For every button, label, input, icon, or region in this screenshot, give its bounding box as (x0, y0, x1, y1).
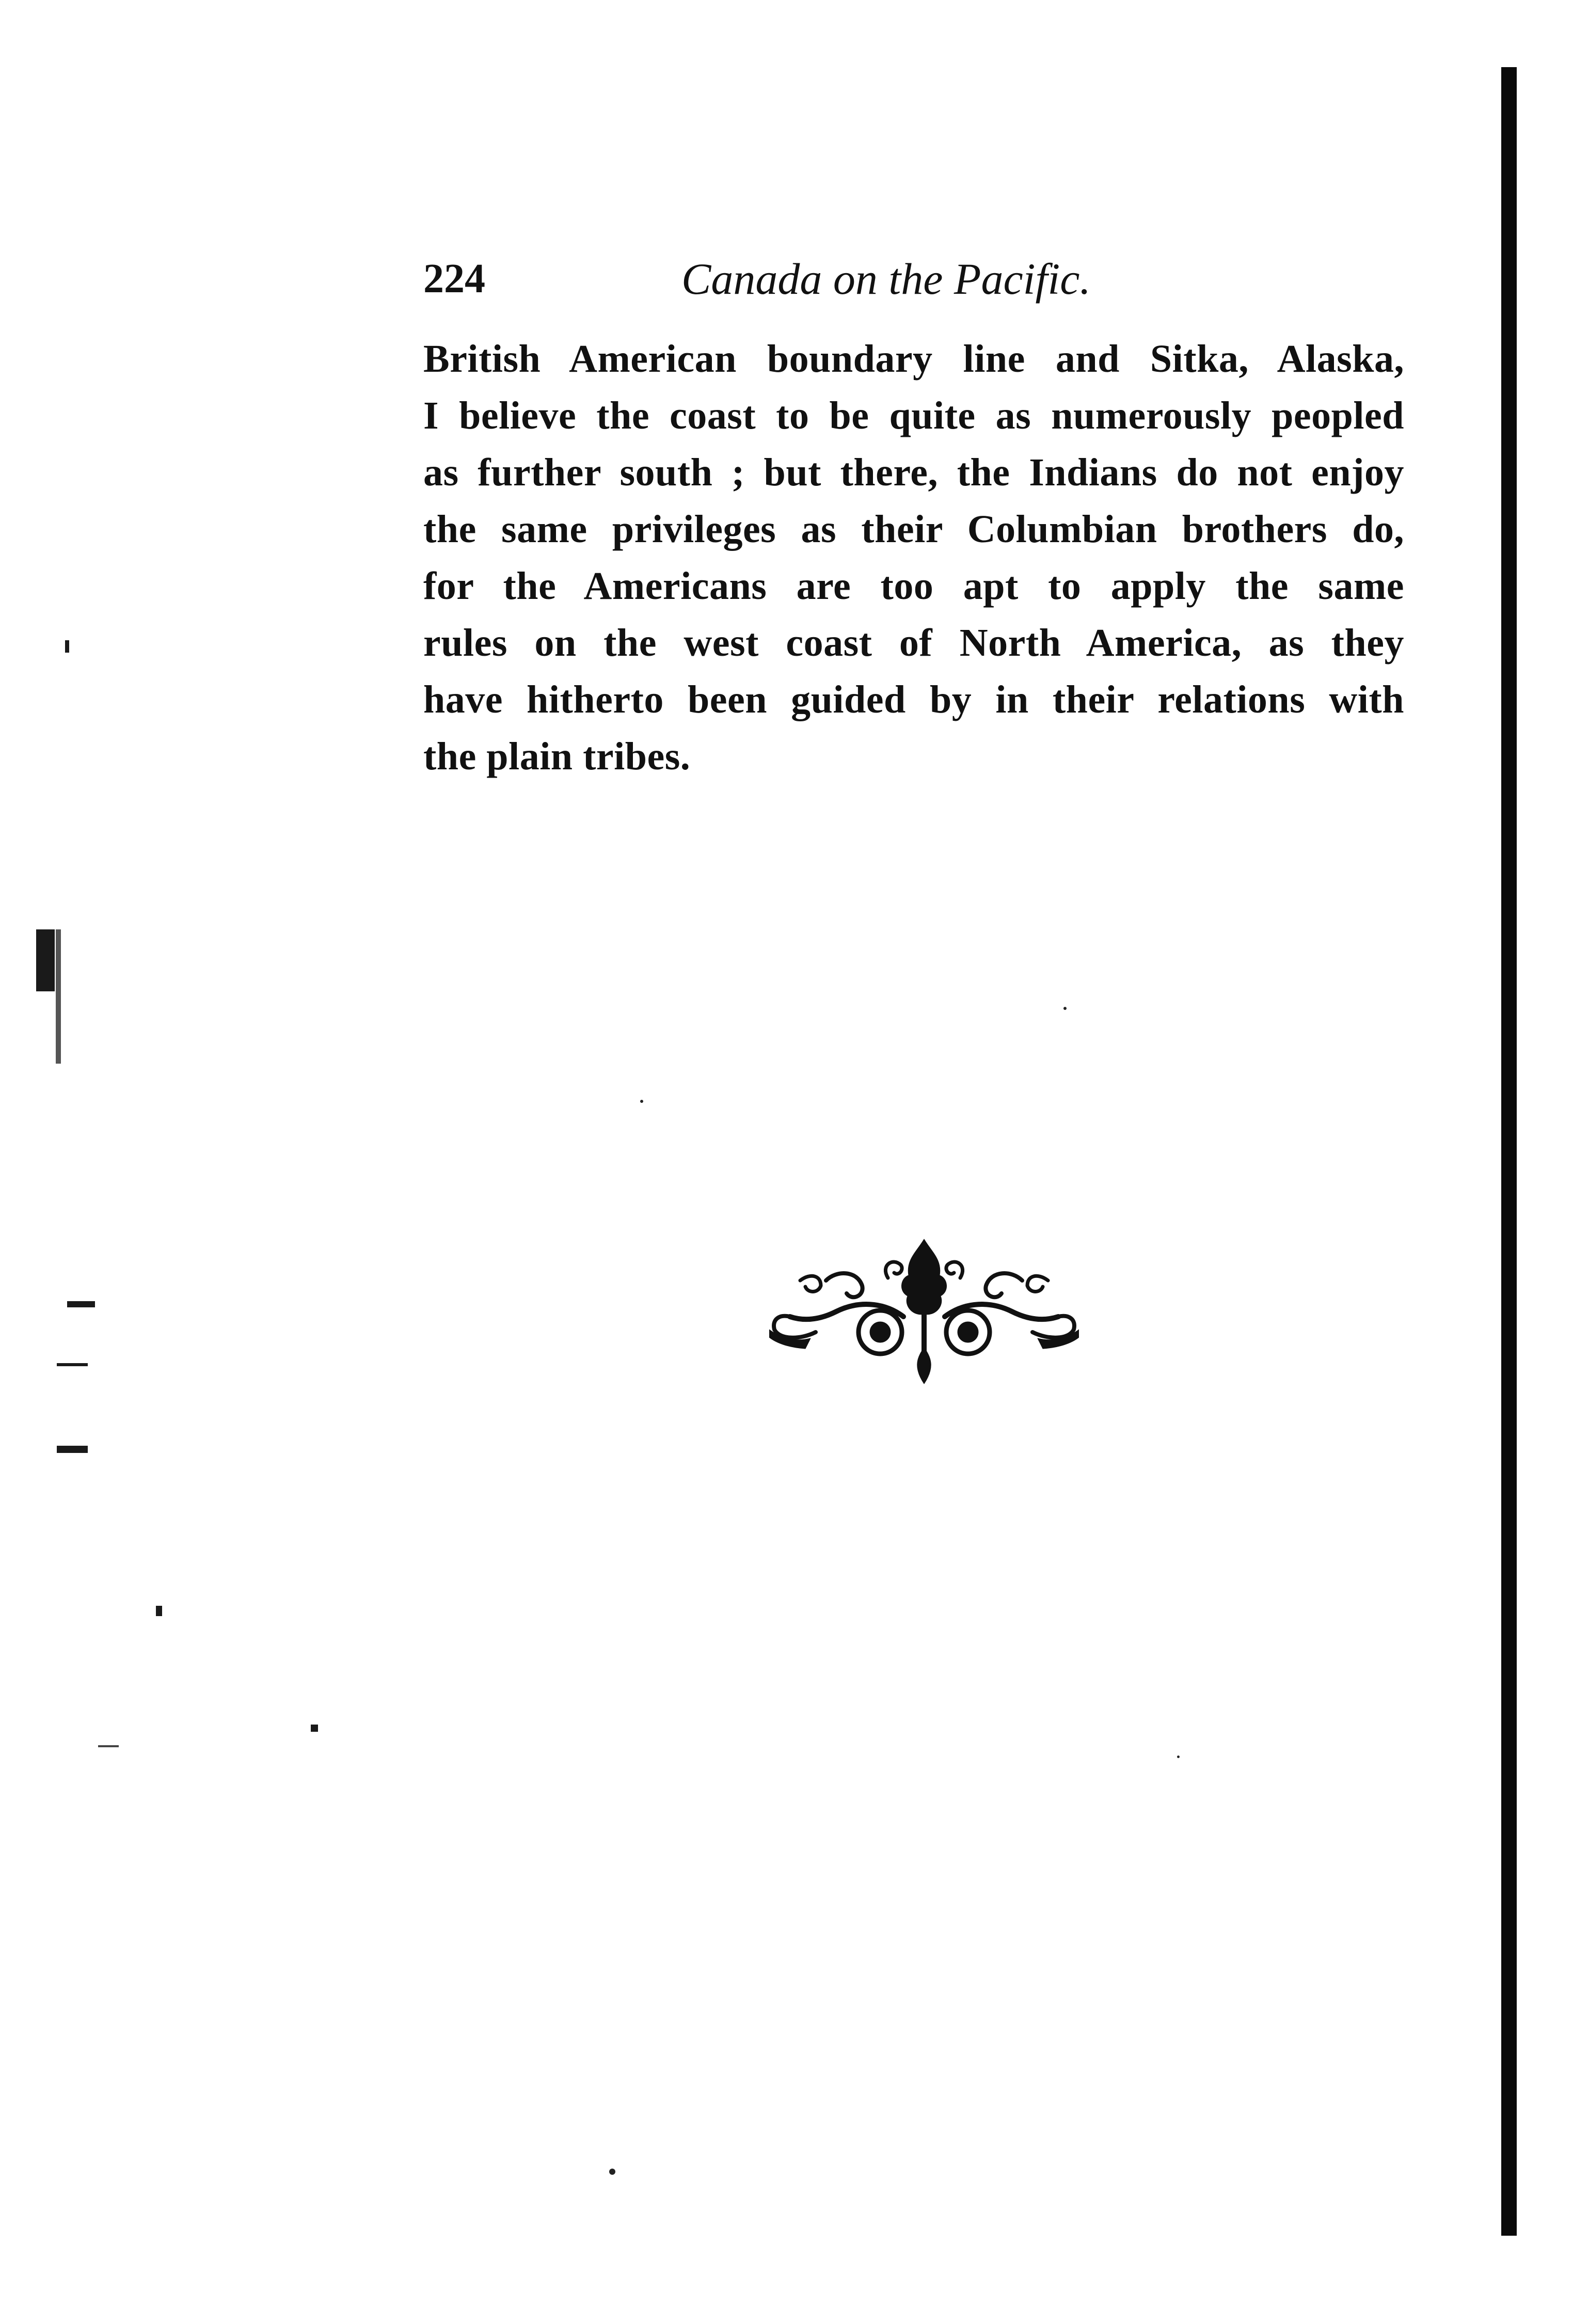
scan-artifact (67, 1301, 95, 1307)
scan-artifact (56, 929, 61, 1064)
scan-artifact (98, 1745, 119, 1747)
text-line: as further south ; but there, the Indians do not enjoy (423, 451, 1404, 494)
body-paragraph (423, 330, 1404, 785)
scan-artifact (57, 1446, 88, 1453)
scan-artifact (65, 640, 69, 653)
page-header (423, 248, 1404, 310)
running-title: Canada on the Pacific. (681, 254, 1091, 304)
ink-speck (1063, 1007, 1067, 1010)
ink-speck (609, 2169, 615, 2175)
scan-artifact (36, 929, 55, 991)
floral-tailpiece-icon (769, 1229, 1079, 1394)
text-line: British American boundary line and Sitka, Alaska, (423, 337, 1404, 381)
scan-artifact (311, 1725, 318, 1732)
text-line: rules on the west coast of North America, as they (423, 621, 1404, 665)
ink-speck (640, 1100, 643, 1103)
scan-artifact (156, 1606, 162, 1616)
text-line: have hitherto been guided by in their relations with (423, 678, 1404, 721)
text-line: for the Americans are too apt to apply the same (423, 564, 1404, 608)
text-line: the plain tribes. (423, 735, 691, 778)
ink-speck (1177, 1756, 1180, 1758)
page-number: 224 (423, 256, 485, 302)
text-line: I believe the coast to be quite as numerously peopled (423, 394, 1404, 437)
binding-edge (1501, 67, 1517, 2236)
scan-artifact (57, 1363, 88, 1366)
text-line: the same privileges as their Columbian brothers do, (423, 508, 1404, 551)
